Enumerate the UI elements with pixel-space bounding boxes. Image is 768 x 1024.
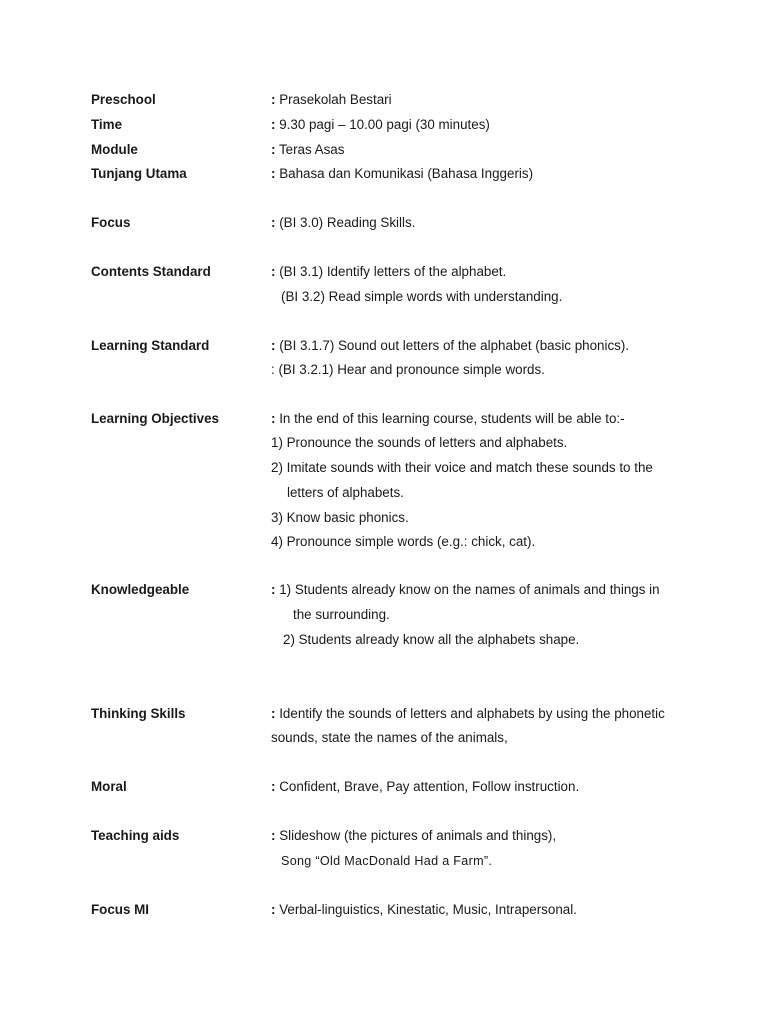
objectives-line: letters of alphabets. bbox=[287, 485, 404, 500]
thinking-line: : Identify the sounds of letters and alphabets by using the phonetic bbox=[271, 706, 665, 721]
preschool-label: Preschool bbox=[91, 92, 156, 107]
knowledgeable-line: the surrounding. bbox=[293, 607, 390, 622]
focus-mi-label: Focus MI bbox=[91, 902, 150, 917]
objectives-line: 4) Pronounce simple words (e.g.: chick, cat). bbox=[271, 534, 536, 549]
contents-label: Contents Standard bbox=[91, 264, 211, 279]
objectives-line: 2) Imitate sounds with their voice and match these sounds to the bbox=[271, 460, 653, 475]
time-value: : 9.30 pagi – 10.00 pagi (30 minutes) bbox=[271, 117, 490, 132]
learning-standard-line: : (BI 3.1.7) Sound out letters of the alphabet (basic phonics). bbox=[271, 338, 630, 353]
contents-line: : (BI 3.1) Identify letters of the alphabet. bbox=[271, 264, 507, 279]
moral-label: Moral bbox=[91, 779, 127, 794]
preschool-value: : Prasekolah Bestari bbox=[271, 92, 392, 107]
thinking-label: Thinking Skills bbox=[91, 706, 186, 721]
learning-standard-line: : (BI 3.2.1) Hear and pronounce simple words. bbox=[271, 362, 545, 377]
objectives-line: 1) Pronounce the sounds of letters and alphabets. bbox=[271, 435, 568, 450]
time-label: Time bbox=[91, 117, 123, 132]
contents-line: (BI 3.2) Read simple words with understanding. bbox=[281, 289, 563, 304]
objectives-line: 3) Know basic phonics. bbox=[271, 510, 409, 525]
aids-line: : Slideshow (the pictures of animals and things), bbox=[271, 828, 557, 843]
knowledgeable-label: Knowledgeable bbox=[91, 582, 190, 597]
knowledgeable-line: 2) Students already know all the alphabets shape. bbox=[283, 632, 580, 647]
tunjang-value: : Bahasa dan Komunikasi (Bahasa Inggeris) bbox=[271, 166, 534, 181]
module-label: Module bbox=[91, 142, 138, 157]
knowledgeable-line: : 1) Students already know on the names of animals and things in bbox=[271, 582, 660, 597]
focus-mi-value: : Verbal-linguistics, Kinestatic, Music, Intrapersonal. bbox=[271, 902, 577, 917]
thinking-line: sounds, state the names of the animals, bbox=[271, 730, 508, 745]
moral-value: : Confident, Brave, Pay attention, Follow instruction. bbox=[271, 779, 580, 794]
module-value: : Teras Asas bbox=[271, 142, 345, 157]
aids-line: Song “Old MacDonald Had a Farm”. bbox=[281, 854, 493, 868]
learning-standard-label: Learning Standard bbox=[91, 338, 210, 353]
objectives-line: : In the end of this learning course, students will be able to:- bbox=[271, 411, 625, 426]
focus-value: : (BI 3.0) Reading Skills. bbox=[271, 215, 416, 230]
aids-label: Teaching aids bbox=[91, 828, 180, 843]
focus-label: Focus bbox=[91, 215, 131, 230]
objectives-label: Learning Objectives bbox=[91, 411, 219, 426]
tunjang-label: Tunjang Utama bbox=[91, 166, 187, 181]
